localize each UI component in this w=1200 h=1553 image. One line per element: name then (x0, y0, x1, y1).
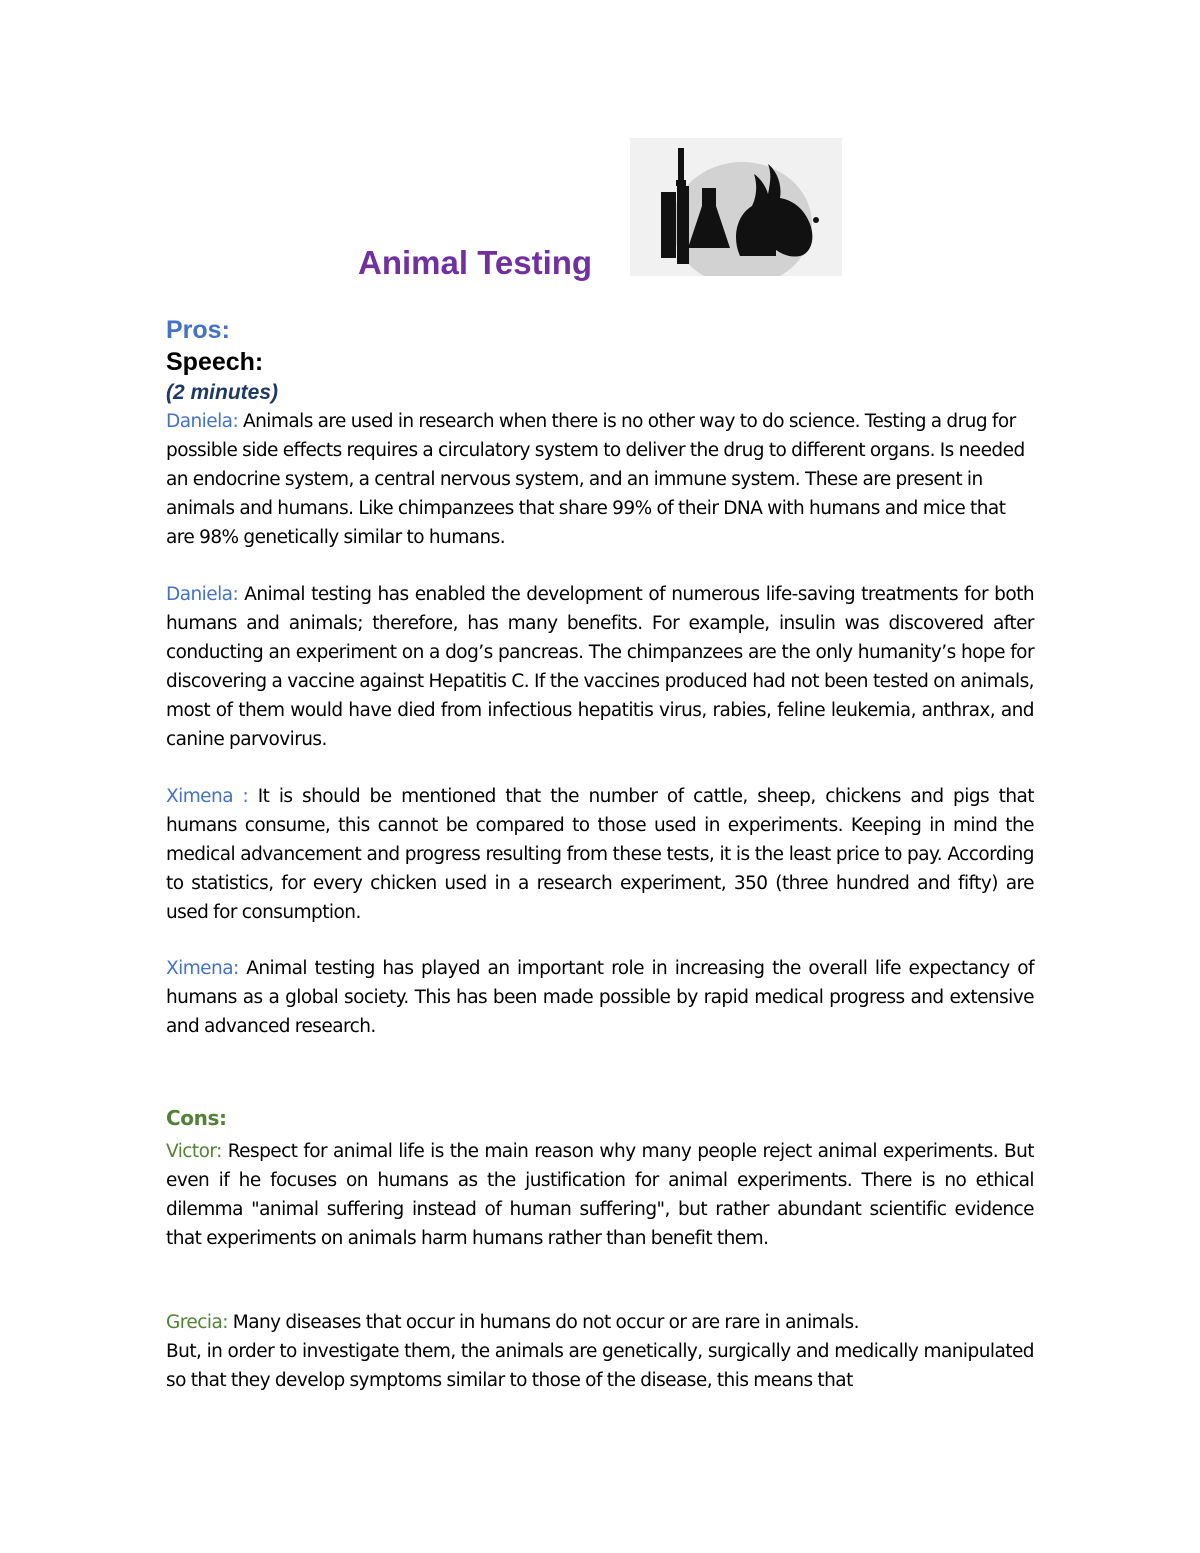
cons-paragraph-1 (166, 1137, 1034, 1253)
speaker-label: Victor: (166, 1141, 222, 1162)
cons-paragraph-2-continuation (166, 1337, 1034, 1395)
paragraph-text: Animal testing has enabled the development of numerous life-saving treatments for both humans and animals; therefore, has many benefits. For example, insulin was discovered after conducting an experiment on a dog’s pancreas. The chimpanzees are the only humanity’s hope for discovering a vaccine against Hepatitis C. If the vaccines produced had not been tested on animals, most of them would have died from infectious hepatitis virus, rabies, feline leukemia, anthrax, and canine parvovirus. (166, 584, 1034, 750)
pros-paragraph-4 (166, 954, 1034, 1041)
pros-paragraph-1 (166, 407, 1034, 552)
paragraph-text: Animal testing has played an important role in increasing the overall life expectancy of humans as a global society. This has been made possible by rapid medical progress and extensive and advanced research. (166, 958, 1034, 1037)
speech-duration: (2 minutes) (166, 381, 279, 404)
pros-paragraph-2 (166, 580, 1034, 754)
cons-paragraph-2 (166, 1308, 1034, 1337)
paragraph-text: It is should be mentioned that the number of cattle, sheep, chickens and pigs that humans consume, this cannot be compared to those used in experiments. Keeping in mind the medical advancement and progress resulting from these tests, it is the least price to pay. According to statistics, for every chicken used in a research experiment, 350 (three hundred and fifty) are used for consumption. (166, 786, 1034, 923)
pros-heading: Pros: (166, 316, 230, 344)
speaker-label: Ximena: (166, 958, 239, 979)
paragraph-text: Many diseases that occur in humans do not occur or are rare in animals. (227, 1312, 859, 1333)
speech-heading: Speech: (166, 348, 264, 376)
paragraph-text: But, in order to investigate them, the animals are genetically, surgically and medically manipulated so that they develop symptoms similar to those of the disease, this means that (166, 1341, 1034, 1391)
speaker-label: Grecia: (166, 1312, 228, 1333)
animal-testing-icon (630, 138, 842, 276)
cons-heading: Cons: (166, 1106, 227, 1130)
speaker-label: Daniela: (166, 411, 239, 432)
paragraph-text: Animals are used in research when there is no other way to do science. Testing a drug for possible side effects requires a circulatory system to deliver the drug to different organs. Is needed an endocrine system, a central nervous system, and an immune system. These are present in animals and humans. Like chimpanzees that share 99% of their DNA with humans and mice that are 98% genetically similar to humans. (166, 411, 1025, 548)
paragraph-text: Respect for animal life is the main reason why many people reject animal experiments. But even if he focuses on humans as the justification for animal experiments. There is no ethical dilemma "animal suffering instead of human suffering", but rather abundant scientific evidence that experiments on animals harm humans rather than benefit them. (166, 1141, 1034, 1249)
speaker-label: Ximena : (166, 786, 249, 807)
pros-paragraph-3 (166, 782, 1034, 927)
speaker-label: Daniela: (166, 584, 239, 605)
document-title: Animal Testing (358, 244, 593, 281)
